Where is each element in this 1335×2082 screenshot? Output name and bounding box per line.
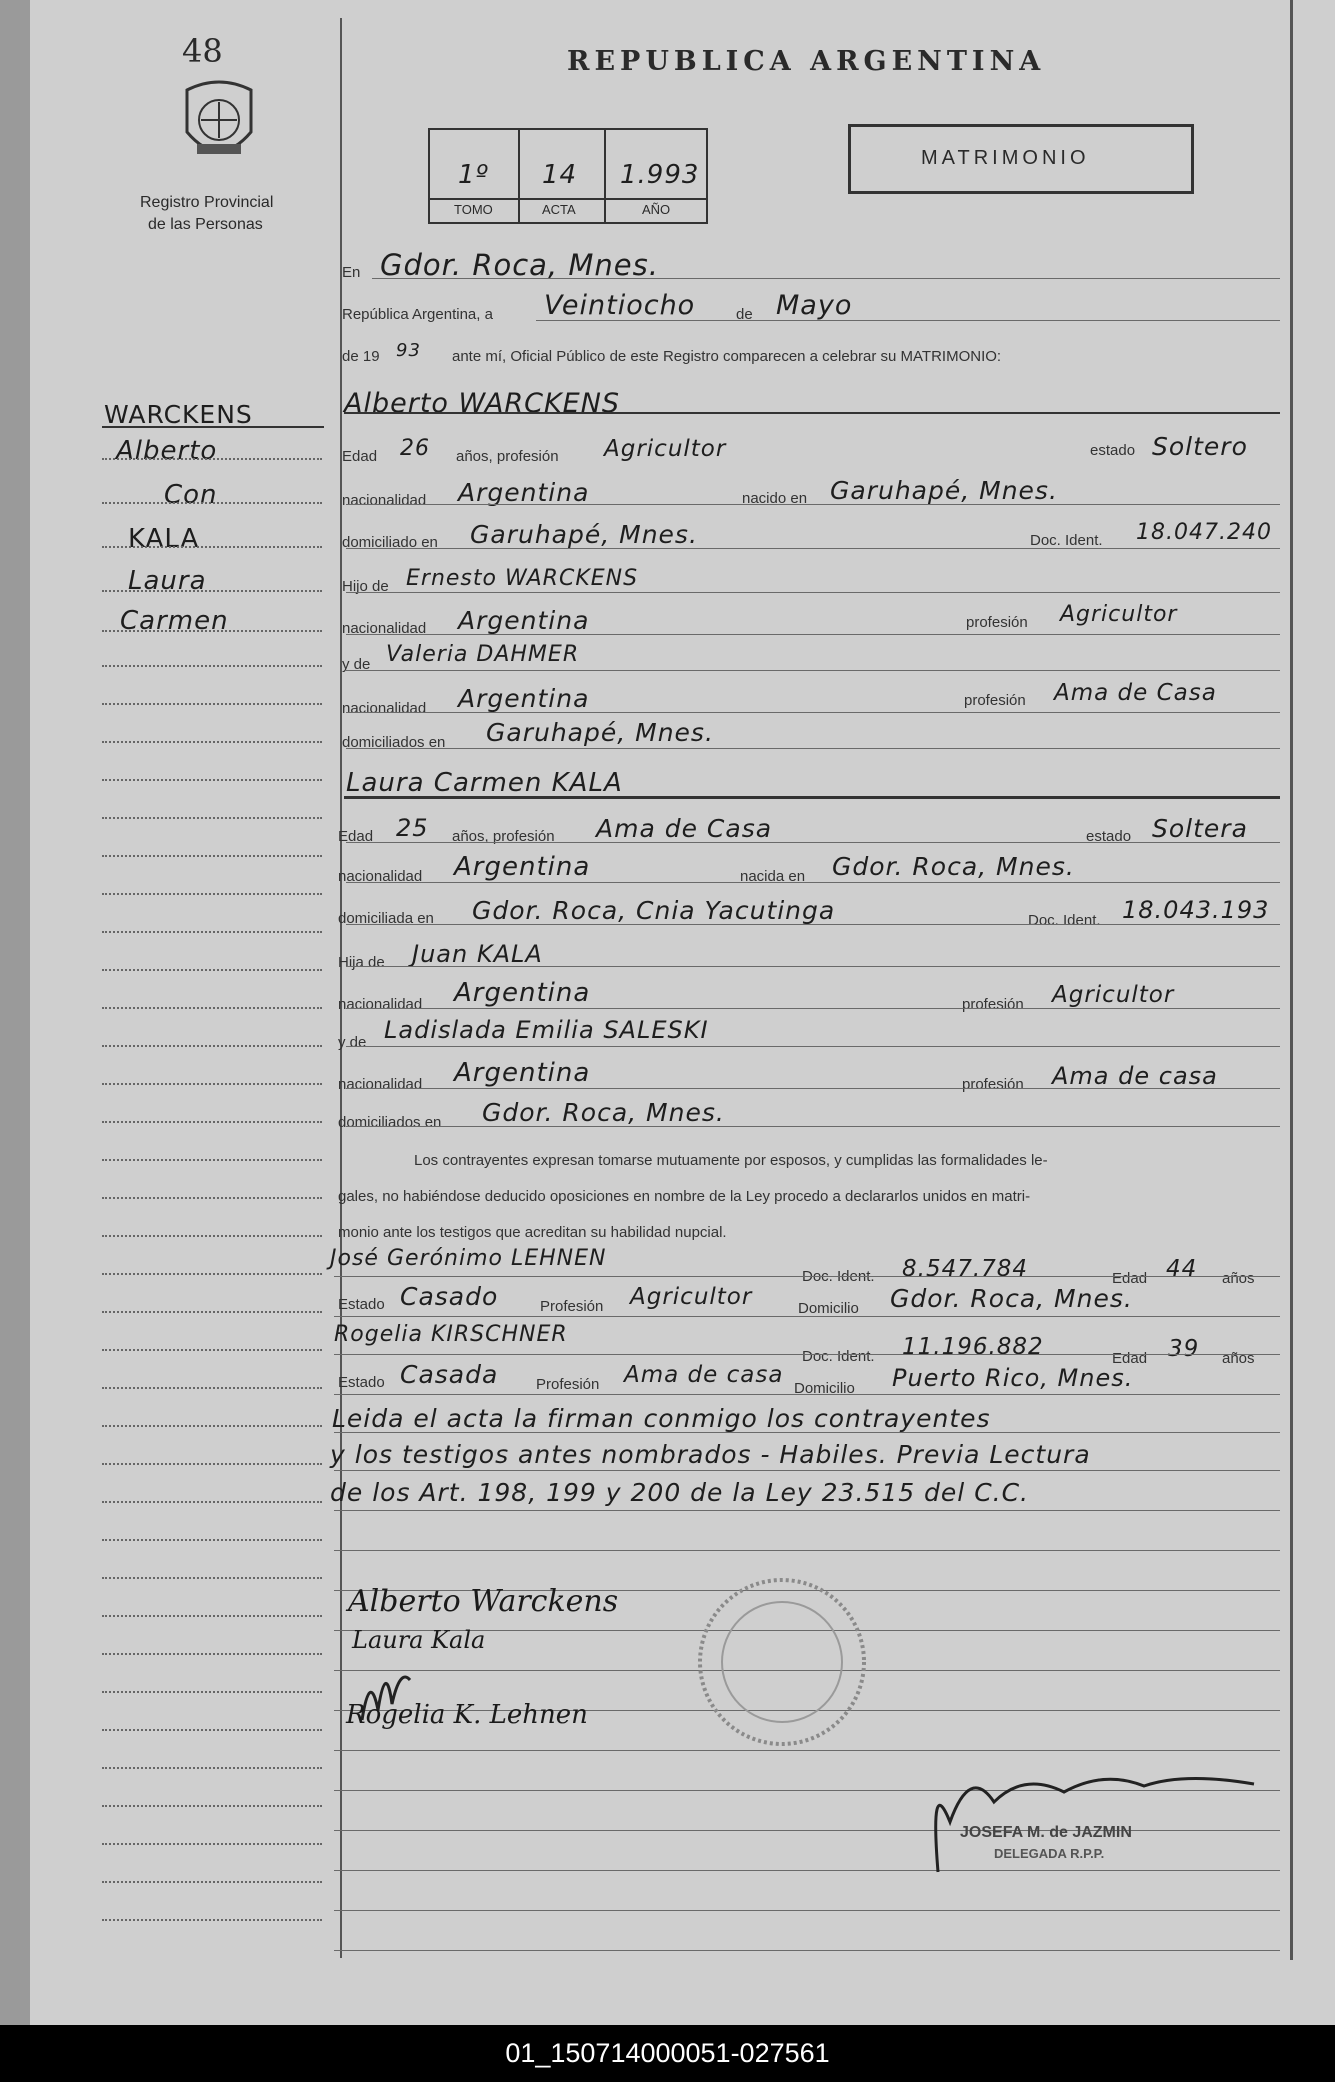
label-prof-groom-mother: profesión (964, 692, 1026, 709)
statement-line-3: monio ante los testigos que acreditan su habilidad nupcial. (338, 1224, 727, 1241)
groom-father-profession: Agricultor (1060, 602, 1178, 627)
label-domiciliados-bride: domiciliados en (338, 1114, 442, 1131)
witness2-address: Puerto Rico, Mnes. (892, 1364, 1134, 1392)
label-republica: República Argentina, a (342, 306, 493, 323)
witness2-name: Rogelia KIRSCHNER (334, 1322, 568, 1347)
record-number-box (428, 128, 708, 224)
label-hija-de: Hija de (338, 954, 385, 971)
groom-doc: 18.047.240 (1136, 520, 1272, 545)
day-value: Veintiocho (544, 290, 696, 321)
bride-nationality: Argentina (454, 852, 591, 882)
note-line-3: de los Art. 198, 199 y 200 de la Ley 23.515 del C.C. (330, 1478, 1029, 1507)
witness1-name: José Gerónimo LEHNEN (330, 1246, 607, 1271)
label-prof-bride-father: profesión (962, 996, 1024, 1013)
witness1-doc: 8.547.784 (902, 1256, 1029, 1282)
label-estado-bride: estado (1086, 828, 1132, 845)
label-domiciliada-en: domiciliada en (338, 910, 434, 927)
margin-name-bride-second: Carmen (120, 606, 229, 636)
label-en: En (342, 264, 361, 281)
label-prof-groom-father: profesión (966, 614, 1028, 631)
bride-age: 25 (396, 814, 429, 842)
witness1-age: 44 (1166, 1256, 1198, 1282)
label-anios-prof-bride: años, profesión (452, 828, 555, 845)
bride-father: Juan KALA (412, 940, 543, 968)
groom-mother-profession: Ama de Casa (1054, 680, 1217, 706)
month-value: Mayo (776, 290, 853, 321)
statement-line-1: Los contrayentes expresan tomarse mutuamente por esposos, y cumplidas las formalidades le- (414, 1152, 1048, 1169)
label-y-de-groom: y de (342, 656, 371, 673)
margin-name-bride-surname: KALA (128, 524, 200, 554)
signature-bride: Laura Kala (352, 1626, 486, 1654)
bride-mother-profession: Ama de casa (1052, 1062, 1218, 1090)
label-doc-witness2: Doc. Ident. (802, 1348, 875, 1365)
groom-birthplace: Garuhapé, Mnes. (830, 476, 1058, 505)
bride-profession: Ama de Casa (596, 814, 773, 843)
label-prof-witness1: Profesión (540, 1298, 604, 1315)
groom-age: 26 (400, 436, 430, 461)
footer-id: 01_150714000051-027561 (0, 2025, 1335, 2082)
label-hijo-de: Hijo de (342, 578, 389, 595)
label-nacionalidad-groom: nacionalidad (342, 492, 427, 509)
label-edad-witness2: Edad (1112, 1350, 1148, 1367)
official-signature-mark (924, 1762, 1264, 1882)
document-type: MATRIMONIO (921, 147, 1090, 169)
witness2-civil-status: Casada (400, 1360, 499, 1389)
margin-name-first: Alberto (116, 436, 218, 466)
official-name: JOSEFA M. de JAZMIN (960, 1824, 1132, 1841)
groom-address: Garuhapé, Mnes. (470, 520, 698, 549)
groom-parents-address: Garuhapé, Mnes. (486, 718, 714, 747)
bride-parents-address: Gdor. Roca, Mnes. (482, 1098, 725, 1127)
label-domiciliados-groom: domiciliados en (342, 734, 446, 751)
label-nac-bride-father: nacionalidad (338, 996, 423, 1013)
registry-line-2: de las Personas (148, 216, 263, 233)
signature-groom: Alberto Warckens (348, 1584, 619, 1619)
groom-father-nationality: Argentina (458, 606, 590, 635)
acta-label: ACTA (542, 202, 576, 217)
witness2-age: 39 (1168, 1336, 1200, 1362)
label-doc-bride: Doc. Ident. (1028, 912, 1101, 929)
label-nac-groom-mother: nacionalidad (342, 700, 427, 717)
bride-birthplace: Gdor. Roca, Mnes. (832, 852, 1075, 881)
place-value: Gdor. Roca, Mnes. (380, 248, 659, 282)
bride-father-nationality: Argentina (454, 978, 591, 1008)
label-nac-bride-mother: nacionalidad (338, 1076, 423, 1093)
label-anios-witness1: años (1222, 1270, 1255, 1287)
witness2-doc: 11.196.882 (902, 1334, 1044, 1360)
margin-name-surname: WARCKENS (104, 400, 253, 429)
note-line-2: y los testigos antes nombrados - Habiles. Previa Lectura (330, 1440, 1091, 1469)
witness1-profession: Agricultor (630, 1284, 753, 1310)
bride-mother: Ladislada Emilia SALESKI (384, 1016, 709, 1044)
label-anios-witness2: años (1222, 1350, 1255, 1367)
label-estado-witness1: Estado (338, 1296, 385, 1313)
groom-civil-status: Soltero (1152, 432, 1248, 461)
label-ante-mi: ante mí, Oficial Público de este Registro comparecen a celebrar su MATRIMONIO: (452, 348, 1002, 365)
label-nac-groom-father: nacionalidad (342, 620, 427, 637)
label-prof-witness2: Profesión (536, 1376, 600, 1393)
bride-name: Laura Carmen KALA (346, 768, 623, 798)
label-prof-bride-mother: profesión (962, 1076, 1024, 1093)
tomo-label: TOMO (454, 202, 493, 217)
official-stamp-seal (694, 1574, 870, 1750)
bride-father-profession: Agricultor (1052, 982, 1175, 1008)
groom-name: Alberto WARCKENS (344, 388, 621, 419)
label-estado-witness2: Estado (338, 1374, 385, 1391)
margin-name-bride-first: Laura (128, 566, 207, 596)
statement-line-2: gales, no habiéndose deducido oposiciones en nombre de la Ley procedo a declararlos unidos en matri- (338, 1188, 1031, 1205)
page-number: 48 (182, 32, 223, 70)
official-title: DELEGADA R.P.P. (994, 1846, 1105, 1861)
anio-label: AÑO (642, 202, 671, 217)
witness1-address: Gdor. Roca, Mnes. (890, 1284, 1133, 1313)
label-de: de (736, 306, 753, 323)
bride-doc: 18.043.193 (1122, 896, 1270, 924)
groom-mother: Valeria DAHMER (386, 642, 580, 667)
label-doc-witness1: Doc. Ident. (802, 1268, 875, 1285)
label-de-anio: de 19 (342, 348, 380, 365)
matrimonio-box (848, 124, 1194, 194)
label-edad-witness1: Edad (1112, 1270, 1148, 1287)
acta-value: 14 (542, 160, 578, 190)
groom-mother-nationality: Argentina (458, 684, 590, 713)
label-domicilio-witness2: Domicilio (794, 1380, 855, 1397)
label-edad-bride: Edad (338, 828, 374, 845)
header-title: REPUBLICA ARGENTINA (567, 46, 1046, 77)
year-value: 93 (396, 340, 421, 361)
binding-edge (0, 0, 30, 2025)
coat-of-arms-emblem (177, 74, 261, 170)
bride-civil-status: Soltera (1152, 814, 1248, 843)
signature-witness: Rogelia K. Lehnen (346, 1700, 588, 1730)
label-y-de-bride: y de (338, 1034, 367, 1051)
witness1-civil-status: Casado (400, 1282, 499, 1311)
groom-father: Ernesto WARCKENS (406, 566, 639, 591)
label-domiciliado-en: domiciliado en (342, 534, 438, 551)
registry-line-1: Registro Provincial (140, 194, 274, 211)
label-nacido-en: nacido en (742, 490, 808, 507)
note-line-1: Leida el acta la firman conmigo los contrayentes (332, 1404, 991, 1433)
label-edad-groom: Edad (342, 448, 378, 465)
bride-mother-nationality: Argentina (454, 1058, 591, 1088)
label-estado-groom: estado (1090, 442, 1136, 459)
witness2-profession: Ama de casa (624, 1362, 784, 1388)
tomo-value: 1º (458, 160, 489, 190)
margin-name-con: Con (164, 480, 218, 510)
label-nacida-en: nacida en (740, 868, 806, 885)
label-doc-groom: Doc. Ident. (1030, 532, 1103, 549)
label-anios-prof-groom: años, profesión (456, 448, 559, 465)
groom-nationality: Argentina (458, 478, 590, 507)
anio-value: 1.993 (620, 160, 700, 190)
label-nacionalidad-bride: nacionalidad (338, 868, 423, 885)
label-domicilio-witness1: Domicilio (798, 1300, 859, 1317)
groom-profession: Agricultor (604, 436, 727, 462)
bride-address: Gdor. Roca, Cnia Yacutinga (472, 896, 836, 925)
right-margin-rule (1290, 0, 1293, 1960)
